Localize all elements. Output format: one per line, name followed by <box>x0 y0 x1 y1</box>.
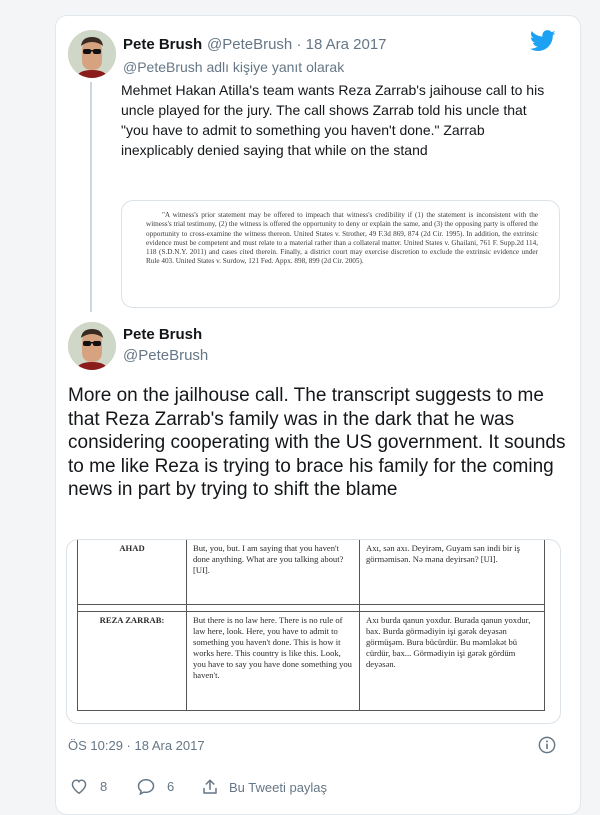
quoted-tweet-text: Mehmet Hakan Atilla's team wants Reza Zarrab's jaihouse call to his uncle played for the jury. The call shows Zarrab told his uncle that "you have to admit to something you haven't done." Zarrab inexplicably denied saying that while on the stand <box>121 82 545 158</box>
transcript-speaker: AHAD <box>78 540 187 605</box>
author-name[interactable]: Pete Brush <box>123 326 203 343</box>
tweet-date[interactable]: 18 Ara 2017 <box>305 36 387 53</box>
author-handle[interactable]: @PeteBrush <box>207 36 293 53</box>
author-name[interactable]: Pete Brush <box>123 36 203 53</box>
transcript-speaker: REZA ZARRAB: <box>78 612 187 711</box>
transcript-azeri: Axı, sən axı. Deyirəm, Guyam sən indi bir iş görməmisən. Nə məna deyirsən? [UI]. <box>360 540 545 605</box>
transcript-table <box>77 540 545 711</box>
reply-to-label[interactable]: @PeteBrush adlı kişiye yanıt olarak <box>123 59 345 75</box>
table-spacer <box>360 605 545 612</box>
reply-action[interactable] <box>137 778 174 795</box>
author-handle[interactable]: @PeteBrush <box>123 347 209 364</box>
separator: · <box>296 36 302 53</box>
like-count: 8 <box>100 778 108 794</box>
like-action[interactable] <box>70 778 107 794</box>
avatar[interactable] <box>68 30 116 78</box>
table-row <box>78 605 545 612</box>
author-meta <box>207 36 387 53</box>
table-row <box>78 540 545 605</box>
thread-line <box>90 82 92 312</box>
heart-icon[interactable] <box>70 778 88 794</box>
share-icon[interactable] <box>201 778 219 796</box>
reply-bubble-icon[interactable] <box>137 778 155 795</box>
legal-excerpt-text: "A witness's prior statement may be offered to impeach that witness's credibility if (1) the statement is inconsistent with the witness's trial testimony, (2) the witness is offered the opportunity to deny or explain the same, and (3) the opposing party is offered the opportunity to cross-examine the witness thereon. United States v. Strother, 49 F.3d 869, 874 (2d Cir. 1995). In addition, the extrinsic evidence must be competent and must relate to a material rather than a collateral matter. United States v. Ghailani, 761 F. Supp.2d 114, 118 (S.D.N.Y. 2011) and cases cited therein. Finally, a district court may exercise discretion to exclude the extrinsic evidence under Rule 403. United States v. Surdow, 121 Fed. Appx. 898, 899 (2d Cir. 2005). <box>146 211 538 266</box>
main-tweet-text: More on the jailhouse call. The transcript suggests to me that Reza Zarrab's family was in the dark that he was considering cooperating with the US government. It sounds to me like Reza is trying to brace his family for the coming news in part by trying to shift the blame <box>68 385 566 501</box>
transcript-english: But, you, but. I am saying that you haven't done anything. What are you talking about? [UI]. <box>187 540 360 605</box>
quoted-tweet-image[interactable] <box>121 200 560 308</box>
table-spacer <box>187 605 360 612</box>
avatar[interactable] <box>68 322 116 370</box>
table-spacer <box>78 605 187 612</box>
table-row <box>78 612 545 711</box>
tweet-timestamp[interactable]: ÖS 10:29 · 18 Ara 2017 <box>68 738 205 753</box>
transcript-english: But there is no law here. There is no rule of law here, look. Here, you have to admit to something you haven't done. This is how it works here. This country is like this. Look, you have to say you have done something you haven't. <box>187 612 360 711</box>
twitter-logo-icon[interactable] <box>530 30 556 52</box>
transcript-azeri: Axı burda qanun yoxdur. Burada qanun yoxdur, bax. Burda görmədiyin işi gərək deyəsən görmüşəm. Bura bücürdür. Bu məmləkət bü cürdür, bax... Görmədiyin işi gərək gördüm deyəsən. <box>360 612 545 711</box>
share-action[interactable] <box>201 778 327 796</box>
share-label: Bu Tweeti paylaş <box>229 779 328 795</box>
info-icon[interactable] <box>538 736 556 754</box>
reply-count: 6 <box>167 779 175 794</box>
transcript-image[interactable] <box>66 539 561 724</box>
